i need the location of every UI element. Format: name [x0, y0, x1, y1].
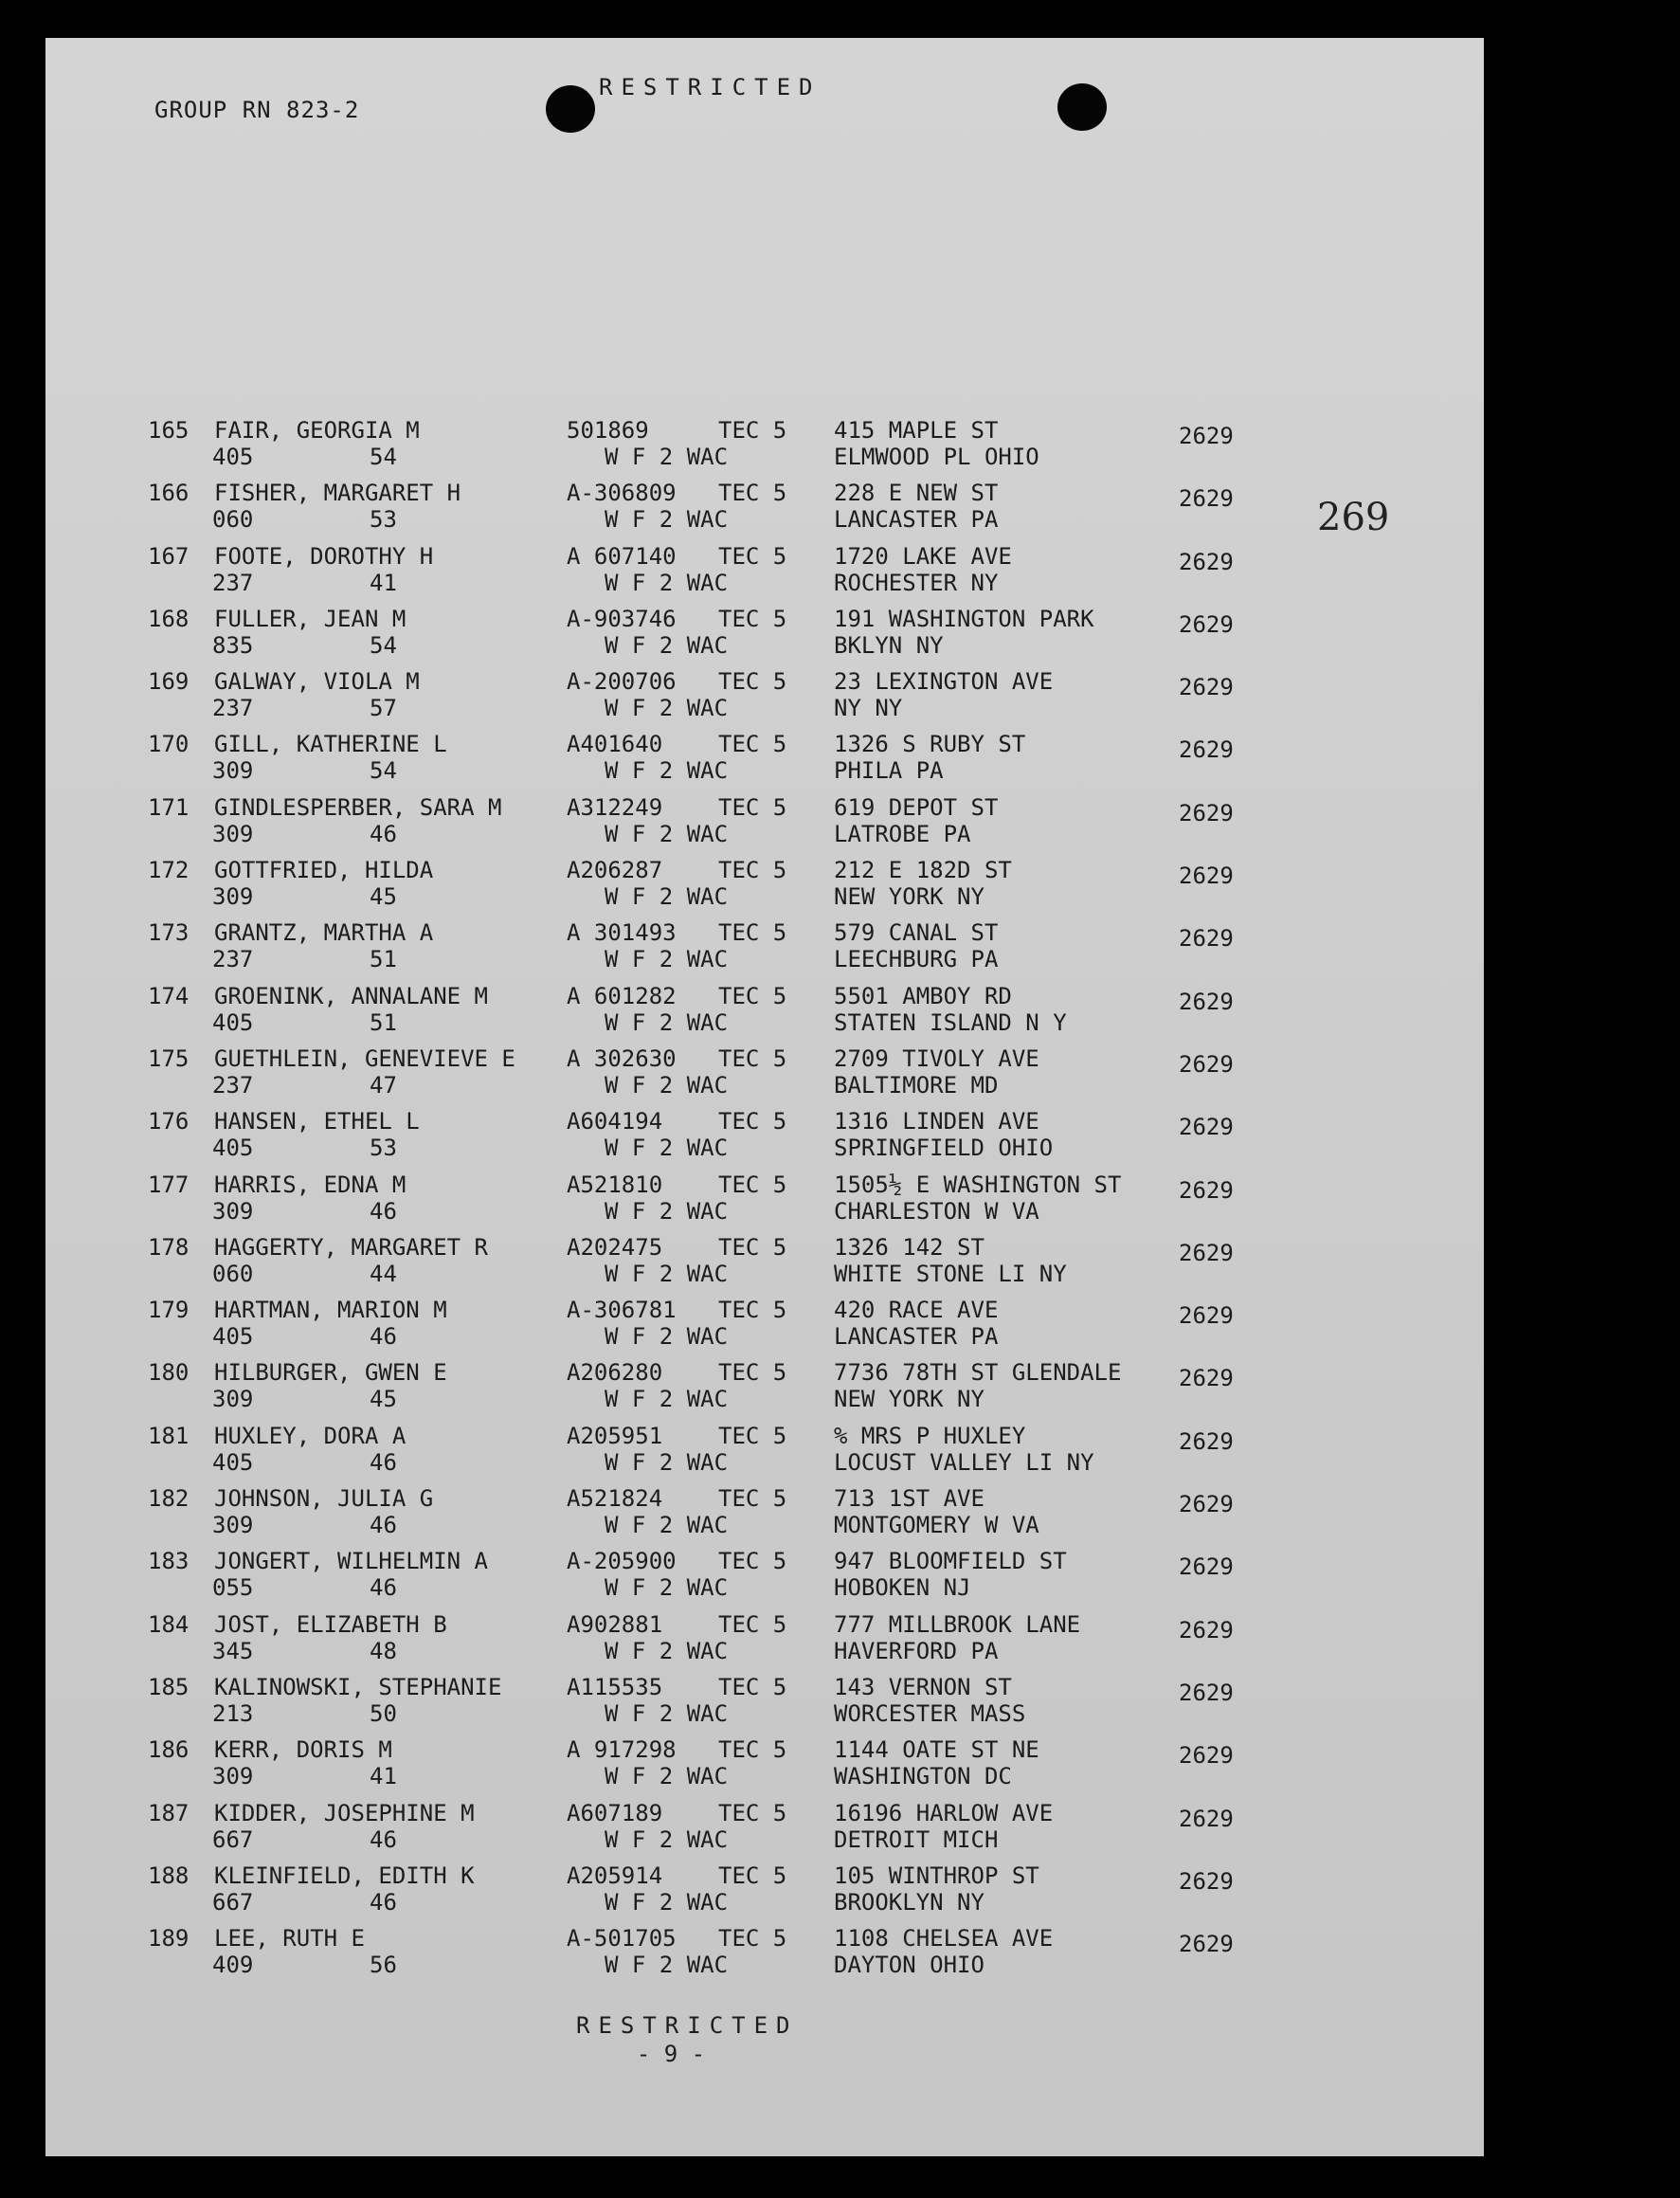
table-row — [45, 1293, 1484, 1355]
stamped-page-number: 269 — [1317, 496, 1390, 539]
person-name: GOTTFRIED, HILDA — [214, 857, 434, 884]
address-line-1: 947 BLOOMFIELD ST — [834, 1548, 1067, 1575]
classification: W F 2 WAC — [605, 695, 729, 722]
classification: W F 2 WAC — [605, 1763, 729, 1790]
serial-number: A 301493 — [567, 919, 677, 947]
table-row — [45, 664, 1484, 727]
classification: W F 2 WAC — [605, 1888, 729, 1916]
unit-code: 2629 — [1179, 1616, 1234, 1644]
serial-number: A115535 — [567, 1673, 663, 1700]
table-row — [45, 602, 1484, 664]
group-label: GROUP RN 823-2 — [154, 97, 360, 123]
grade: TEC 5 — [718, 919, 787, 947]
unit-code: 2629 — [1179, 988, 1234, 1015]
punch-hole-left — [546, 85, 595, 133]
address-line-2: BROOKLYN NY — [834, 1888, 985, 1916]
address-line-2: DAYTON OHIO — [834, 1952, 985, 1979]
age: 53 — [370, 506, 397, 534]
age: 41 — [370, 569, 397, 596]
serial-number: A521824 — [567, 1485, 663, 1513]
table-row — [45, 476, 1484, 538]
classification: W F 2 WAC — [605, 1008, 729, 1036]
classification: W F 2 WAC — [605, 1386, 729, 1413]
address-line-2: CHARLESTON W VA — [834, 1197, 1039, 1225]
unit-code: 2629 — [1179, 1302, 1234, 1330]
address-line-2: SPRINGFIELD OHIO — [834, 1135, 1054, 1162]
occupation-code: 409 — [212, 1952, 254, 1979]
address-line-2: LEECHBURG PA — [834, 946, 999, 973]
age: 50 — [370, 1699, 397, 1727]
entry-number: 168 — [148, 605, 190, 632]
classification: W F 2 WAC — [605, 1197, 729, 1225]
serial-number: A-501705 — [567, 1925, 677, 1953]
serial-number: A 917298 — [567, 1736, 677, 1764]
entry-number: 182 — [148, 1485, 190, 1513]
unit-code: 2629 — [1179, 1365, 1234, 1392]
address-line-2: DETROIT MICH — [834, 1826, 999, 1853]
table-row — [45, 790, 1484, 853]
entry-number: 174 — [148, 982, 190, 1009]
occupation-code: 667 — [212, 1888, 254, 1916]
age: 51 — [370, 946, 397, 973]
address-line-2: BKLYN NY — [834, 631, 944, 659]
unit-code: 2629 — [1179, 1805, 1234, 1832]
classification: W F 2 WAC — [605, 1512, 729, 1539]
age: 56 — [370, 1952, 397, 1979]
entry-number: 177 — [148, 1171, 190, 1198]
age: 46 — [370, 1197, 397, 1225]
table-row — [45, 1481, 1484, 1544]
table-row — [45, 979, 1484, 1042]
address-line-1: 713 1ST AVE — [834, 1485, 985, 1513]
serial-number: 501869 — [567, 417, 649, 444]
unit-code: 2629 — [1179, 423, 1234, 449]
address-line-1: 2709 TIVOLY AVE — [834, 1045, 1039, 1072]
unit-code: 2629 — [1179, 799, 1234, 827]
page-footer — [576, 2011, 799, 2068]
unit-code: 2629 — [1179, 674, 1234, 701]
serial-number: A-200706 — [567, 668, 677, 696]
entry-number: 185 — [148, 1673, 190, 1700]
unit-code: 2629 — [1179, 925, 1234, 953]
unit-code: 2629 — [1179, 1239, 1234, 1266]
occupation-code: 237 — [212, 946, 254, 973]
occupation-code: 309 — [212, 1512, 254, 1539]
grade: TEC 5 — [718, 1548, 787, 1575]
address-line-1: 420 RACE AVE — [834, 1297, 999, 1324]
classification: W F 2 WAC — [605, 820, 729, 847]
table-row — [45, 916, 1484, 978]
address-line-1: 1144 OATE ST NE — [834, 1736, 1039, 1764]
age: 46 — [370, 1512, 397, 1539]
grade: TEC 5 — [718, 1233, 787, 1261]
classification: W F 2 WAC — [605, 506, 729, 534]
grade: TEC 5 — [718, 668, 787, 696]
grade: TEC 5 — [718, 1610, 787, 1638]
address-line-2: NEW YORK NY — [834, 883, 985, 911]
address-line-2: NEW YORK NY — [834, 1386, 985, 1413]
person-name: HANSEN, ETHEL L — [214, 1108, 420, 1135]
roster-list — [45, 413, 1484, 1984]
entry-number: 169 — [148, 668, 190, 696]
person-name: LEE, RUTH E — [214, 1925, 365, 1953]
entry-number: 171 — [148, 793, 190, 821]
classification: W F 2 WAC — [605, 1135, 729, 1162]
person-name: GUETHLEIN, GENEVIEVE E — [214, 1045, 515, 1072]
age: 48 — [370, 1637, 397, 1664]
address-line-2: LATROBE PA — [834, 820, 971, 847]
entry-number: 184 — [148, 1610, 190, 1638]
address-line-1: 143 VERNON ST — [834, 1673, 1012, 1700]
grade: TEC 5 — [718, 1673, 787, 1700]
address-line-2: PHILA PA — [834, 757, 944, 785]
table-row — [45, 1230, 1484, 1293]
serial-number: A-903746 — [567, 605, 677, 632]
age: 47 — [370, 1071, 397, 1099]
occupation-code: 060 — [212, 506, 254, 534]
table-row — [45, 1355, 1484, 1418]
entry-number: 183 — [148, 1548, 190, 1575]
grade: TEC 5 — [718, 1485, 787, 1513]
unit-code: 2629 — [1179, 1931, 1234, 1958]
grade: TEC 5 — [718, 1925, 787, 1953]
punch-hole-right — [1057, 83, 1107, 131]
entry-number: 165 — [148, 417, 190, 444]
entry-number: 188 — [148, 1862, 190, 1889]
table-row — [45, 1168, 1484, 1230]
grade: TEC 5 — [718, 1799, 787, 1826]
person-name: JONGERT, WILHELMIN A — [214, 1548, 488, 1575]
person-name: JOHNSON, JULIA G — [214, 1485, 434, 1513]
age: 46 — [370, 1574, 397, 1602]
entry-number: 179 — [148, 1297, 190, 1324]
entry-number: 175 — [148, 1045, 190, 1072]
occupation-code: 309 — [212, 820, 254, 847]
address-line-2: HAVERFORD PA — [834, 1637, 999, 1664]
occupation-code: 309 — [212, 883, 254, 911]
classification: W F 2 WAC — [605, 1448, 729, 1476]
person-name: GROENINK, ANNALANE M — [214, 982, 488, 1009]
classification: W F 2 WAC — [605, 1323, 729, 1351]
unit-code: 2629 — [1179, 1553, 1234, 1581]
table-row — [45, 1419, 1484, 1481]
table-row — [45, 1042, 1484, 1104]
document-page — [45, 38, 1484, 2156]
serial-number: A206287 — [567, 857, 663, 884]
unit-code: 2629 — [1179, 1114, 1234, 1141]
classification: W F 2 WAC — [605, 1952, 729, 1979]
entry-number: 172 — [148, 857, 190, 884]
age: 46 — [370, 820, 397, 847]
entry-number: 178 — [148, 1233, 190, 1261]
classification: W F 2 WAC — [605, 444, 729, 470]
grade: TEC 5 — [718, 1171, 787, 1198]
address-line-2: LOCUST VALLEY LI NY — [834, 1448, 1094, 1476]
occupation-code: 309 — [212, 1197, 254, 1225]
grade: TEC 5 — [718, 542, 787, 570]
unit-code: 2629 — [1179, 610, 1234, 638]
grade: TEC 5 — [718, 1297, 787, 1324]
entry-number: 167 — [148, 542, 190, 570]
serial-number: A401640 — [567, 731, 663, 758]
table-row — [45, 1608, 1484, 1670]
person-name: HUXLEY, DORA A — [214, 1422, 406, 1449]
address-line-2: STATEN ISLAND N Y — [834, 1008, 1067, 1036]
serial-number: A-306809 — [567, 480, 677, 507]
person-name: GALWAY, VIOLA M — [214, 668, 420, 696]
entry-number: 170 — [148, 731, 190, 758]
table-row — [45, 1670, 1484, 1733]
entry-number: 180 — [148, 1359, 190, 1387]
serial-number: A205951 — [567, 1422, 663, 1449]
header-classification: RESTRICTED — [599, 74, 822, 100]
occupation-code: 237 — [212, 695, 254, 722]
occupation-code: 405 — [212, 1135, 254, 1162]
table-row — [45, 1544, 1484, 1607]
classification: W F 2 WAC — [605, 1071, 729, 1099]
occupation-code: 405 — [212, 1008, 254, 1036]
serial-number: A312249 — [567, 793, 663, 821]
classification: W F 2 WAC — [605, 757, 729, 785]
entry-number: 186 — [148, 1736, 190, 1764]
address-line-2: WHITE STONE LI NY — [834, 1260, 1067, 1287]
address-line-1: 1316 LINDEN AVE — [834, 1108, 1039, 1135]
serial-number: A-306781 — [567, 1297, 677, 1324]
grade: TEC 5 — [718, 793, 787, 821]
occupation-code: 309 — [212, 1763, 254, 1790]
entry-number: 189 — [148, 1925, 190, 1953]
grade: TEC 5 — [718, 1736, 787, 1764]
table-row — [45, 539, 1484, 602]
age: 54 — [370, 444, 397, 470]
address-line-2: MONTGOMERY W VA — [834, 1512, 1039, 1539]
address-line-1: 16196 HARLOW AVE — [834, 1799, 1054, 1826]
age: 54 — [370, 757, 397, 785]
serial-number: A202475 — [567, 1233, 663, 1261]
address-line-2: ROCHESTER NY — [834, 569, 999, 596]
person-name: KALINOWSKI, STEPHANIE — [214, 1673, 502, 1700]
person-name: KLEINFIELD, EDITH K — [214, 1862, 475, 1889]
unit-code: 2629 — [1179, 1867, 1234, 1895]
entry-number: 173 — [148, 919, 190, 947]
grade: TEC 5 — [718, 480, 787, 507]
address-line-1: 5501 AMBOY RD — [834, 982, 1012, 1009]
grade: TEC 5 — [718, 857, 787, 884]
address-line-1: 191 WASHINGTON PARK — [834, 605, 1094, 632]
address-line-2: WASHINGTON DC — [834, 1763, 1012, 1790]
serial-number: A 302630 — [567, 1045, 677, 1072]
classification: W F 2 WAC — [605, 883, 729, 911]
age: 46 — [370, 1323, 397, 1351]
person-name: GRANTZ, MARTHA A — [214, 919, 434, 947]
person-name: HARTMAN, MARION M — [214, 1297, 447, 1324]
age: 44 — [370, 1260, 397, 1287]
address-line-2: ELMWOOD PL OHIO — [834, 444, 1039, 470]
address-line-1: 579 CANAL ST — [834, 919, 999, 947]
grade: TEC 5 — [718, 1045, 787, 1072]
person-name: GILL, KATHERINE L — [214, 731, 447, 758]
address-line-1: 1505½ E WASHINGTON ST — [834, 1171, 1122, 1198]
unit-code: 2629 — [1179, 863, 1234, 890]
person-name: FISHER, MARGARET H — [214, 480, 461, 507]
occupation-code: 405 — [212, 1448, 254, 1476]
address-line-1: 415 MAPLE ST — [834, 417, 999, 444]
table-row — [45, 413, 1484, 476]
occupation-code: 667 — [212, 1826, 254, 1853]
serial-number: A902881 — [567, 1610, 663, 1638]
person-name: KERR, DORIS M — [214, 1736, 392, 1764]
grade: TEC 5 — [718, 1108, 787, 1135]
age: 46 — [370, 1826, 397, 1853]
address-line-1: 1326 S RUBY ST — [834, 731, 1026, 758]
address-line-2: NY NY — [834, 695, 903, 722]
classification: W F 2 WAC — [605, 1574, 729, 1602]
table-row — [45, 727, 1484, 790]
unit-code: 2629 — [1179, 548, 1234, 575]
occupation-code: 213 — [212, 1699, 254, 1727]
address-line-2: HOBOKEN NJ — [834, 1574, 971, 1602]
occupation-code: 835 — [212, 631, 254, 659]
serial-number: A 607140 — [567, 542, 677, 570]
entry-number: 166 — [148, 480, 190, 507]
person-name: FOOTE, DOROTHY H — [214, 542, 434, 570]
serial-number: A206280 — [567, 1359, 663, 1387]
unit-code: 2629 — [1179, 1050, 1234, 1078]
grade: TEC 5 — [718, 605, 787, 632]
serial-number: A521810 — [567, 1171, 663, 1198]
address-line-1: 228 E NEW ST — [834, 480, 999, 507]
table-row — [45, 853, 1484, 916]
classification: W F 2 WAC — [605, 946, 729, 973]
unit-code: 2629 — [1179, 736, 1234, 764]
unit-code: 2629 — [1179, 1176, 1234, 1204]
occupation-code: 405 — [212, 444, 254, 470]
occupation-code: 055 — [212, 1574, 254, 1602]
table-row — [45, 1104, 1484, 1167]
classification: W F 2 WAC — [605, 1699, 729, 1727]
unit-code: 2629 — [1179, 1427, 1234, 1455]
unit-code: 2629 — [1179, 485, 1234, 513]
unit-code: 2629 — [1179, 1679, 1234, 1706]
age: 45 — [370, 1386, 397, 1413]
age: 51 — [370, 1008, 397, 1036]
address-line-1: 1720 LAKE AVE — [834, 542, 1012, 570]
person-name: JOST, ELIZABETH B — [214, 1610, 447, 1638]
person-name: GINDLESPERBER, SARA M — [214, 793, 502, 821]
grade: TEC 5 — [718, 982, 787, 1009]
grade: TEC 5 — [718, 731, 787, 758]
occupation-code: 405 — [212, 1323, 254, 1351]
serial-number: A 601282 — [567, 982, 677, 1009]
occupation-code: 060 — [212, 1260, 254, 1287]
address-line-1: 23 LEXINGTON AVE — [834, 668, 1054, 696]
grade: TEC 5 — [718, 1422, 787, 1449]
serial-number: A604194 — [567, 1108, 663, 1135]
classification: W F 2 WAC — [605, 631, 729, 659]
person-name: FULLER, JEAN M — [214, 605, 406, 632]
address-line-1: % MRS P HUXLEY — [834, 1422, 1026, 1449]
person-name: HAGGERTY, MARGARET R — [214, 1233, 488, 1261]
age: 54 — [370, 631, 397, 659]
entry-number: 187 — [148, 1799, 190, 1826]
address-line-2: BALTIMORE MD — [834, 1071, 999, 1099]
table-row — [45, 1796, 1484, 1859]
footer-classification: RESTRICTED — [576, 2012, 799, 2039]
table-row — [45, 1921, 1484, 1984]
serial-number: A-205900 — [567, 1548, 677, 1575]
age: 53 — [370, 1135, 397, 1162]
age: 46 — [370, 1888, 397, 1916]
occupation-code: 237 — [212, 569, 254, 596]
person-name: FAIR, GEORGIA M — [214, 417, 420, 444]
classification: W F 2 WAC — [605, 569, 729, 596]
address-line-1: 777 MILLBROOK LANE — [834, 1610, 1081, 1638]
grade: TEC 5 — [718, 1862, 787, 1889]
address-line-1: 7736 78TH ST GLENDALE — [834, 1359, 1122, 1387]
page-number: - 9 - — [636, 2041, 706, 2067]
occupation-code: 309 — [212, 1386, 254, 1413]
age: 45 — [370, 883, 397, 911]
address-line-2: LANCASTER PA — [834, 1323, 999, 1351]
address-line-1: 619 DEPOT ST — [834, 793, 999, 821]
unit-code: 2629 — [1179, 1491, 1234, 1518]
person-name: HARRIS, EDNA M — [214, 1171, 406, 1198]
person-name: HILBURGER, GWEN E — [214, 1359, 447, 1387]
classification: W F 2 WAC — [605, 1260, 729, 1287]
age: 46 — [370, 1448, 397, 1476]
unit-code: 2629 — [1179, 1742, 1234, 1770]
address-line-1: 212 E 182D ST — [834, 857, 1012, 884]
classification: W F 2 WAC — [605, 1637, 729, 1664]
address-line-2: LANCASTER PA — [834, 506, 999, 534]
entry-number: 181 — [148, 1422, 190, 1449]
person-name: KIDDER, JOSEPHINE M — [214, 1799, 475, 1826]
grade: TEC 5 — [718, 417, 787, 444]
table-row — [45, 1733, 1484, 1795]
address-line-2: WORCESTER MASS — [834, 1699, 1026, 1727]
address-line-1: 1326 142 ST — [834, 1233, 985, 1261]
table-row — [45, 1859, 1484, 1921]
occupation-code: 309 — [212, 757, 254, 785]
occupation-code: 345 — [212, 1637, 254, 1664]
serial-number: A607189 — [567, 1799, 663, 1826]
age: 41 — [370, 1763, 397, 1790]
occupation-code: 237 — [212, 1071, 254, 1099]
entry-number: 176 — [148, 1108, 190, 1135]
age: 57 — [370, 695, 397, 722]
serial-number: A205914 — [567, 1862, 663, 1889]
grade: TEC 5 — [718, 1359, 787, 1387]
classification: W F 2 WAC — [605, 1826, 729, 1853]
address-line-1: 105 WINTHROP ST — [834, 1862, 1039, 1889]
address-line-1: 1108 CHELSEA AVE — [834, 1925, 1054, 1953]
